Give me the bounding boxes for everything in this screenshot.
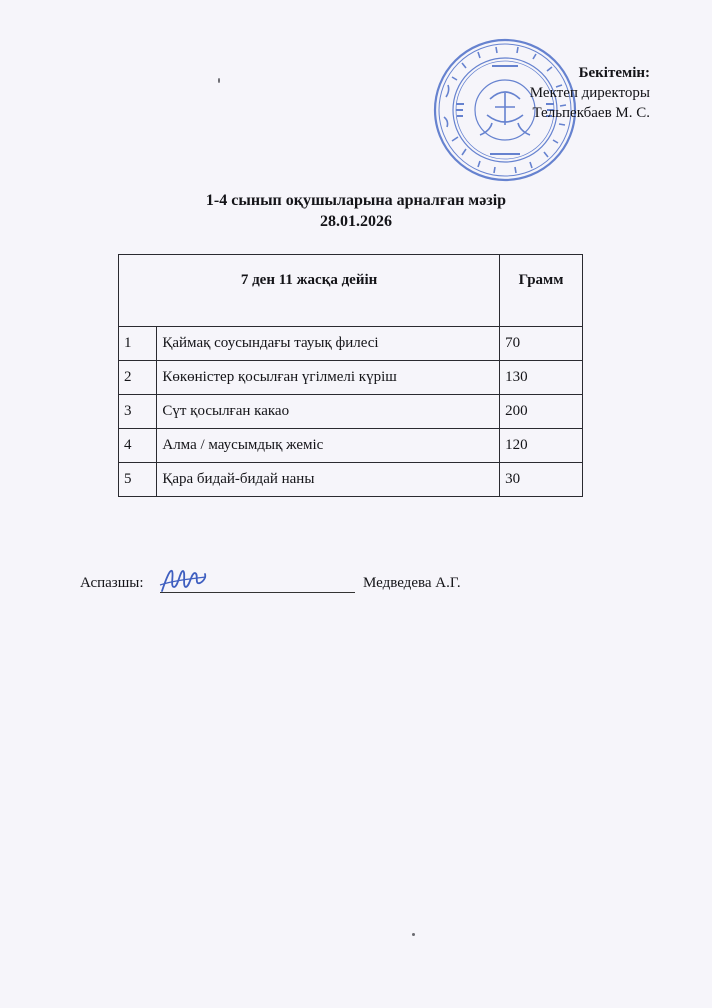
cook-label: Аспазшы: — [80, 575, 144, 591]
row-number: 3 — [119, 395, 157, 429]
cook-signature-line — [80, 575, 500, 599]
table-row — [119, 429, 583, 463]
dish-grams: 70 — [500, 327, 583, 361]
approval-position: Мектеп директоры — [529, 85, 650, 101]
dish-grams: 30 — [500, 463, 583, 497]
grams-header: Грамм — [500, 255, 583, 327]
paper-speck — [412, 933, 415, 936]
handwritten-signature-icon — [158, 565, 210, 595]
table-row — [119, 463, 583, 497]
row-number: 2 — [119, 361, 157, 395]
approval-block — [530, 63, 650, 123]
table-row — [119, 361, 583, 395]
page-title — [0, 190, 712, 232]
table-header-row — [119, 255, 583, 327]
table-row — [119, 395, 583, 429]
approval-title: Бекітемін: — [578, 65, 650, 81]
dish-grams: 130 — [500, 361, 583, 395]
row-number: 4 — [119, 429, 157, 463]
paper-speck — [218, 78, 220, 83]
row-number: 5 — [119, 463, 157, 497]
dish-name: Алма / маусымдық жеміс — [157, 429, 500, 463]
dish-name: Көкөністер қосылған үгілмелі күріш — [157, 361, 500, 395]
dish-grams: 120 — [500, 429, 583, 463]
menu-table — [118, 254, 583, 497]
dish-grams: 200 — [500, 395, 583, 429]
menu-title: 1-4 сынып оқушыларына арналған мәзір — [205, 192, 507, 209]
cook-name: Медведева А.Г. — [363, 575, 461, 591]
row-number: 1 — [119, 327, 157, 361]
approval-name: Тельпекбаев М. С. — [532, 105, 650, 121]
age-group-header: 7 ден 11 жасқа дейін — [119, 255, 500, 327]
menu-date: 28.01.2026 — [320, 213, 392, 230]
dish-name: Қара бидай-бидай наны — [157, 463, 500, 497]
dish-name: Сүт қосылған какао — [157, 395, 500, 429]
table-row — [119, 327, 583, 361]
dish-name: Қаймақ соусындағы тауық филесі — [157, 327, 500, 361]
